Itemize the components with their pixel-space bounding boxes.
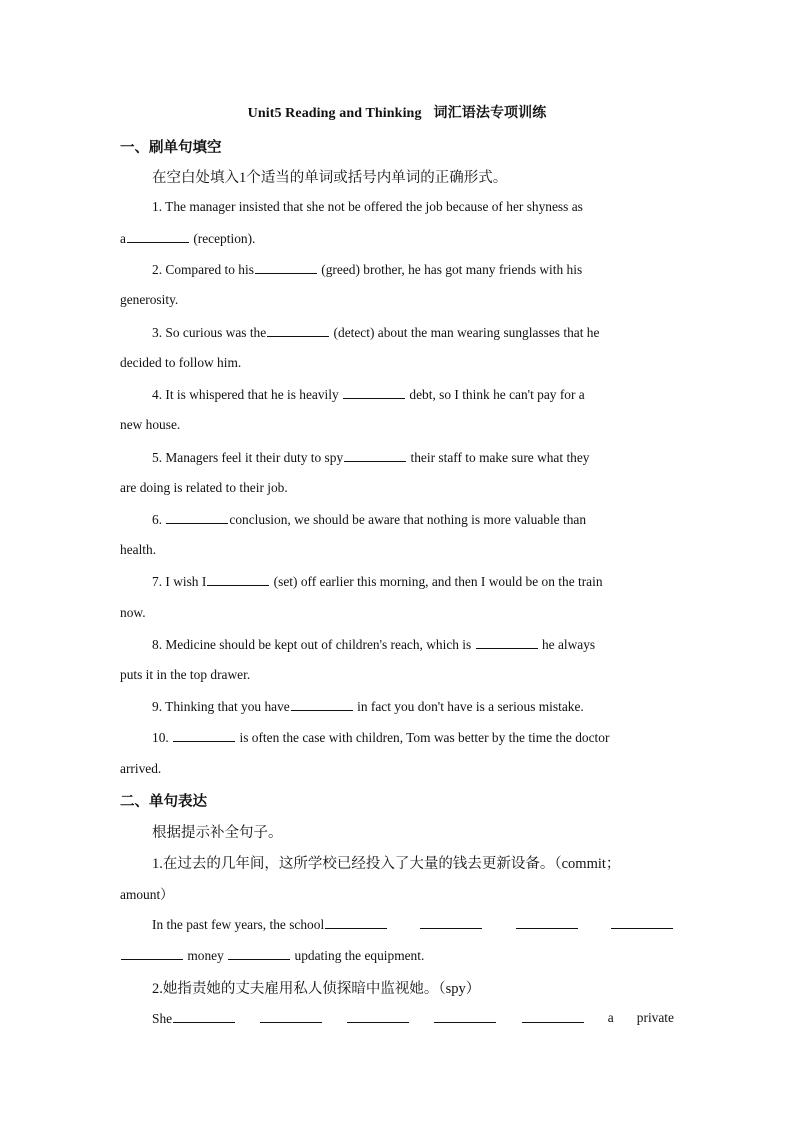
sentence-1-answer-line1: In the past few years, the school	[152, 916, 674, 933]
question-6-line1: 6. conclusion, we should be aware that nothing is more valuable than	[152, 512, 587, 527]
blank[interactable]	[207, 573, 269, 586]
sentence-2-prompt: 2.她指责她的丈夫雇用私人侦探暗中监视她。（spy）	[152, 981, 481, 997]
blank[interactable]	[344, 449, 406, 462]
blank[interactable]	[255, 261, 317, 274]
sentence-2-answer-line1: She a private	[152, 1010, 674, 1026]
title-chinese: 词汇语法专项训练	[433, 106, 547, 121]
blank[interactable]	[420, 916, 482, 929]
blank[interactable]	[173, 729, 235, 742]
blank[interactable]	[347, 1010, 409, 1023]
question-8-line1: 8. Medicine should be kept out of children's reach, which is he always	[152, 637, 596, 652]
section1-heading: 一、刷单句填空	[120, 140, 222, 156]
question-1-line2: a (reception).	[120, 231, 256, 246]
blank[interactable]	[121, 947, 183, 960]
blank[interactable]	[343, 386, 405, 399]
sentence-1-answer-line2: money updating the equipment.	[120, 947, 674, 964]
question-7-line2: now.	[120, 605, 146, 620]
blank[interactable]	[166, 511, 228, 524]
blank[interactable]	[325, 916, 387, 929]
question-3-line2: decided to follow him.	[120, 355, 242, 370]
sentence-1-prompt-cont: amount）	[120, 887, 174, 902]
question-8-line2: puts it in the top drawer.	[120, 667, 251, 682]
question-2-line1: 2. Compared to his (greed) brother, he has got many friends with his	[152, 262, 583, 277]
blank[interactable]	[291, 698, 353, 711]
question-3-line1: 3. So curious was the (detect) about the man wearing sunglasses that he	[152, 325, 600, 340]
question-4-line1: 4. It is whispered that he is heavily debt, so I think he can't pay for a	[152, 387, 585, 402]
section2-instruction: 根据提示补全句子。	[152, 825, 283, 841]
question-9-line1: 9. Thinking that you have in fact you don't have is a serious mistake.	[152, 699, 584, 714]
blank[interactable]	[173, 1010, 235, 1023]
question-2-line2: generosity.	[120, 292, 179, 307]
blank[interactable]	[228, 947, 290, 960]
blank[interactable]	[260, 1010, 322, 1023]
blank[interactable]	[267, 324, 329, 337]
sentence-1-prompt: 1.在过去的几年间，这所学校已经投入了大量的钱去更新设备。（commit；	[152, 856, 621, 872]
section2-heading: 二、单句表达	[120, 794, 207, 810]
blank[interactable]	[434, 1010, 496, 1023]
question-4-line2: new house.	[120, 417, 181, 432]
blank[interactable]	[516, 916, 578, 929]
question-7-line1: 7. I wish I (set) off earlier this morning, and then I would be on the train	[152, 574, 603, 589]
blank[interactable]	[127, 230, 189, 243]
question-5-line2: are doing is related to their job.	[120, 480, 288, 495]
title-english: Unit5 Reading and Thinking	[247, 106, 422, 121]
worksheet-title	[0, 102, 794, 122]
question-10-line1: 10. is often the case with children, Tom was better by the time the doctor	[152, 730, 610, 745]
question-5-line1: 5. Managers feel it their duty to spy their staff to make sure what they	[152, 450, 590, 465]
question-1-line1: 1. The manager insisted that she not be offered the job because of her shyness as	[152, 199, 583, 214]
question-10-line2: arrived.	[120, 761, 162, 776]
blank[interactable]	[522, 1010, 584, 1023]
blank[interactable]	[611, 916, 673, 929]
blank[interactable]	[476, 636, 538, 649]
question-6-line2: health.	[120, 542, 157, 557]
section1-instruction: 在空白处填入1个适当的单词或括号内单词的正确形式。	[152, 170, 508, 186]
